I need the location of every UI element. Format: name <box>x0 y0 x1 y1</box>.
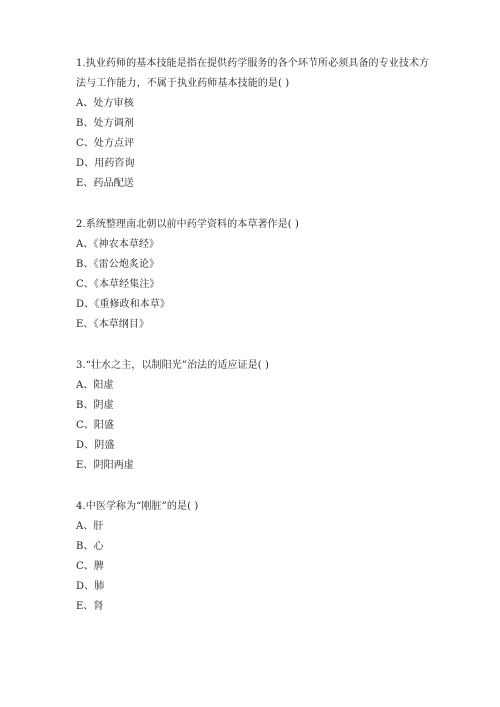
option-b: B、处方调剂 <box>76 118 134 129</box>
question-2 <box>76 215 436 335</box>
option-e: E、《本草纲目》 <box>76 319 150 330</box>
question-stem: 4.中医学称为“刚脏”的是( ) <box>76 501 199 512</box>
option-c: C、阳盛 <box>76 420 115 431</box>
option-a: A、处方审核 <box>76 98 134 109</box>
option-c: C、《本草经集注》 <box>76 279 160 290</box>
option-e: E、肾 <box>76 601 104 612</box>
option-c: C、脾 <box>76 561 104 572</box>
document-page <box>76 54 436 617</box>
question-stem: 3.“壮水之主，以制阳光”治法的适应证是( ) <box>76 360 270 371</box>
option-b: B、阴虚 <box>76 400 114 411</box>
question-stem: 1.执业药师的基本技能是指在提供药学服务的各个环节所必须具备的专业技术方法与工作能力，不属于执业药师基本技能的是( ) <box>76 58 430 89</box>
option-c: C、处方点评 <box>76 138 135 149</box>
option-e: E、阴阳两虚 <box>76 460 134 471</box>
question-1 <box>76 54 436 194</box>
option-e: E、药品配送 <box>76 178 134 189</box>
question-4 <box>76 497 436 617</box>
option-d: D、《重修政和本草》 <box>76 299 171 310</box>
option-a: A、肝 <box>76 521 104 532</box>
option-d: D、肺 <box>76 581 105 592</box>
option-d: D、用药咨询 <box>76 158 135 169</box>
option-b: B、《雷公炮炙论》 <box>76 259 160 270</box>
question-stem: 2.系统整理南北朝以前中药学资料的本草著作是( ) <box>76 219 300 230</box>
option-b: B、心 <box>76 541 104 552</box>
option-d: D、阴盛 <box>76 440 115 451</box>
question-3 <box>76 356 436 476</box>
option-a: A、阳虚 <box>76 380 114 391</box>
option-a: A、《神农本草经》 <box>76 239 160 250</box>
